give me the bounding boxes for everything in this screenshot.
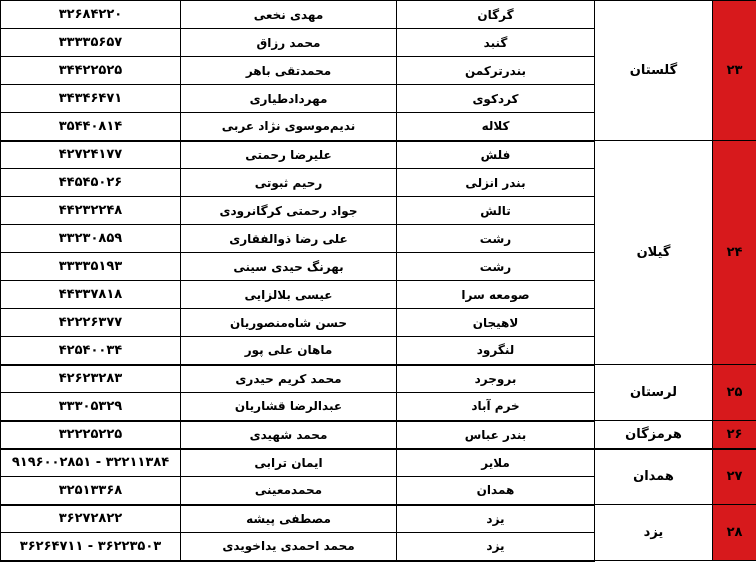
city-cell[interactable]: خرم آباد (397, 393, 595, 421)
name-cell[interactable]: محمد کریم حیدری (181, 365, 397, 393)
city-cell[interactable]: ملایر (397, 449, 595, 477)
city-cell[interactable]: کلاله (397, 113, 595, 141)
name-cell[interactable]: عیسی بلالزایی (181, 281, 397, 309)
phone-cell[interactable]: ۳۲۵۱۳۳۶۸ (1, 477, 181, 505)
group-number-cell[interactable]: ۲۷ (713, 449, 756, 505)
name-cell[interactable]: علیرضا رحمتی (181, 141, 397, 169)
group-number-cell[interactable]: ۲۶ (713, 421, 756, 449)
table-row (1, 421, 756, 449)
city-cell[interactable]: رشت (397, 225, 595, 253)
name-cell[interactable]: رحیم ثبوتی (181, 169, 397, 197)
phone-cell[interactable]: ۳۳۳۳۵۱۹۳ (1, 253, 181, 281)
phone-cell[interactable]: ۴۲۵۴۰۰۳۴ (1, 337, 181, 365)
table-row (1, 505, 756, 533)
city-cell[interactable]: رشت (397, 253, 595, 281)
city-cell[interactable]: بندرترکمن (397, 57, 595, 85)
name-cell[interactable]: ندیم‌موسوی نژاد عربی (181, 113, 397, 141)
city-cell[interactable]: بروجرد (397, 365, 595, 393)
phone-cell[interactable]: ۴۲۶۲۳۲۸۳ (1, 365, 181, 393)
phone-cell[interactable]: ۳۳۲۳۰۸۵۹ (1, 225, 181, 253)
phone-cell[interactable]: ۳۲۶۸۴۲۲۰ (1, 1, 181, 29)
name-cell[interactable]: محمد شهیدی (181, 421, 397, 449)
city-cell[interactable]: بندر انزلی (397, 169, 595, 197)
name-cell[interactable]: محمدتقی باهر (181, 57, 397, 85)
city-cell[interactable]: همدان (397, 477, 595, 505)
name-cell[interactable]: علی رضا ذوالفقاری (181, 225, 397, 253)
name-cell[interactable]: مهدی نخعی (181, 1, 397, 29)
city-cell[interactable]: گنبد (397, 29, 595, 57)
phone-cell[interactable]: ۴۴۵۴۵۰۲۶ (1, 169, 181, 197)
phone-cell[interactable]: ۳۶۲۲۳۵۰۳ - ۳۶۲۶۴۷۱۱ (1, 533, 181, 561)
table-row (1, 365, 756, 393)
group-number-cell[interactable]: ۲۴ (713, 141, 756, 365)
name-cell[interactable]: محمد احمدی یداخویدی (181, 533, 397, 561)
table-row (1, 1, 756, 29)
phone-cell[interactable]: ۴۴۲۳۲۲۴۸ (1, 197, 181, 225)
city-cell[interactable]: بندر عباس (397, 421, 595, 449)
phone-cell[interactable]: ۳۵۴۴۰۸۱۴ (1, 113, 181, 141)
name-cell[interactable]: مهردادطیاری (181, 85, 397, 113)
province-cell[interactable]: همدان (595, 449, 713, 505)
phone-cell[interactable]: ۳۳۳۰۵۳۲۹ (1, 393, 181, 421)
phone-cell[interactable]: ۴۲۷۲۴۱۷۷ (1, 141, 181, 169)
phone-cell[interactable]: ۳۴۳۴۶۴۷۱ (1, 85, 181, 113)
group-number-cell[interactable]: ۲۳ (713, 1, 756, 141)
name-cell[interactable]: جواد رحمتی کرگانرودی (181, 197, 397, 225)
province-cell[interactable]: گیلان (595, 141, 713, 365)
province-cell[interactable]: لرستان (595, 365, 713, 421)
name-cell[interactable]: مصطفی پیشه (181, 505, 397, 533)
city-cell[interactable]: لنگرود (397, 337, 595, 365)
city-cell[interactable]: کردکوی (397, 85, 595, 113)
phone-cell[interactable]: ۴۲۲۲۶۳۷۷ (1, 309, 181, 337)
city-cell[interactable]: فلش (397, 141, 595, 169)
province-cell[interactable]: گلستان (595, 1, 713, 141)
name-cell[interactable]: محمدمعینی (181, 477, 397, 505)
phone-cell[interactable]: ۳۴۴۲۲۵۲۵ (1, 57, 181, 85)
city-cell[interactable]: تالش (397, 197, 595, 225)
name-cell[interactable]: ماهان علی پور (181, 337, 397, 365)
phone-cell[interactable]: ۳۲۲۲۵۲۲۵ (1, 421, 181, 449)
city-cell[interactable]: صومعه سرا (397, 281, 595, 309)
table-body (1, 1, 756, 561)
province-cell[interactable]: یزد (595, 505, 713, 561)
group-number-cell[interactable]: ۲۸ (713, 505, 756, 561)
city-cell[interactable]: یزد (397, 505, 595, 533)
city-cell[interactable]: یزد (397, 533, 595, 561)
phone-cell[interactable]: ۴۴۳۳۷۸۱۸ (1, 281, 181, 309)
name-cell[interactable]: بهرنگ حیدی سینی (181, 253, 397, 281)
phone-cell[interactable]: ۳۶۲۷۲۸۲۲ (1, 505, 181, 533)
province-cell[interactable]: هرمزگان (595, 421, 713, 449)
name-cell[interactable]: ایمان ترابی (181, 449, 397, 477)
name-cell[interactable]: حسن شاه‌منصوریان (181, 309, 397, 337)
phone-cell[interactable]: ۳۳۳۳۵۶۵۷ (1, 29, 181, 57)
table-row (1, 449, 756, 477)
phone-cell[interactable]: ۳۲۲۱۱۳۸۴ - ۹۱۹۶۰۰۲۸۵۱ (1, 449, 181, 477)
table-row (1, 141, 756, 169)
group-number-cell[interactable]: ۲۵ (713, 365, 756, 421)
city-cell[interactable]: لاهیجان (397, 309, 595, 337)
city-cell[interactable]: گرگان (397, 1, 595, 29)
name-cell[interactable]: محمد رزاق (181, 29, 397, 57)
name-cell[interactable]: عبدالرضا قشاریان (181, 393, 397, 421)
